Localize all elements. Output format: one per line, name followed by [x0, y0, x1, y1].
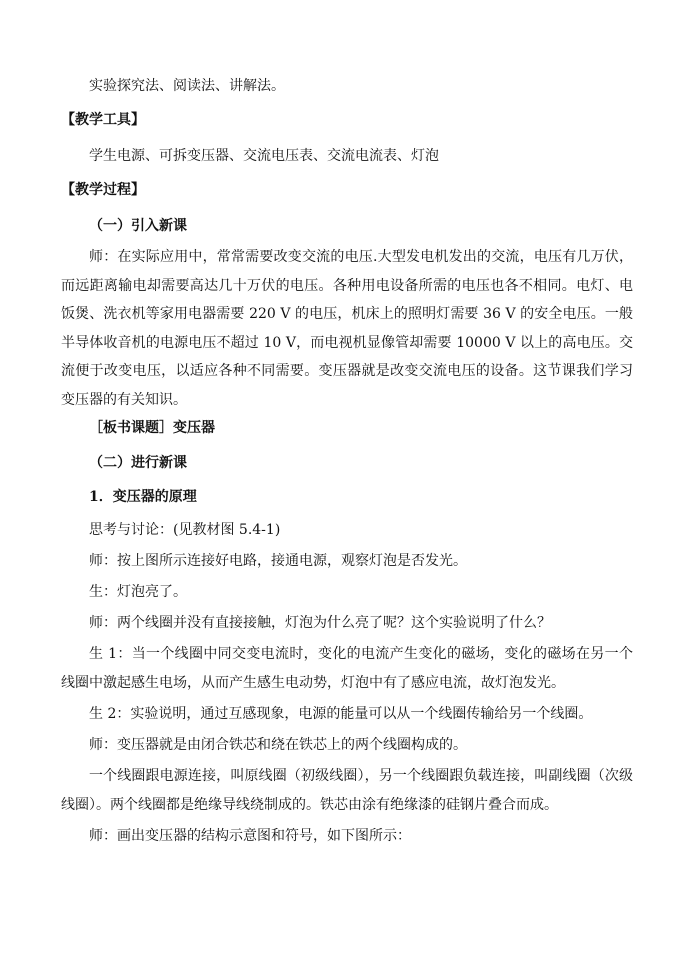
teacher-line-2: 师：两个线圈并没有直接接触，灯泡为什么亮了呢？这个实验说明了什么？	[89, 615, 551, 631]
tools-list: 学生电源、可拆变压器、交流电压表、交流电流表、灯泡	[89, 148, 439, 164]
board-title: ［板书课题］变压器	[89, 420, 215, 436]
process-heading: 【教学过程】	[61, 182, 145, 198]
discussion-prompt: 思考与讨论：(见教材图 5.4-1)	[89, 522, 281, 538]
teaching-methods: 实验探究法、阅读法、讲解法。	[89, 78, 285, 94]
teacher-line-4: 师：画出变压器的结构示意图和符号，如下图所示：	[89, 828, 411, 844]
section-new-lesson-heading: （二）进行新课	[89, 455, 187, 471]
coil-paragraph: 一个线圈跟电源连接，叫原线圈（初级线圈），另一个线圈跟负载连接，叫副线圈（次级线圈）。两个线圈都是绝缘导线绕制成的。铁芯由涂有绝缘漆的硅钢片叠合而成。	[61, 768, 633, 813]
student-line-1: 生：灯泡亮了。	[89, 584, 187, 600]
teacher-line-3: 师：变压器就是由闭合铁芯和绕在铁芯上的两个线圈构成的。	[89, 737, 467, 753]
student-1-answer: 生 1：当一个线圈中同交变电流时，变化的电流产生变化的磁场，变化的磁场在另一个线圈中激起感生电场，从而产生感生电动势，灯泡中有了感应电流，故灯泡发光。	[61, 646, 633, 691]
section-intro-heading: （一）引入新课	[89, 218, 187, 234]
intro-paragraph: 师：在实际应用中，常常需要改变交流的电压.大型发电机发出的交流，电压有几万伏，而远距离输电却需要高达几十万伏的电压。各种用电设备所需的电压也各不相同。电灯、电饭煲、洗衣机等家用电器需要 220 V 的电压，机床上的照明灯需要 36 V 的安全电压。一般半导体收音机的电源电压不超过 10 V，而电视机显像管却需要 10000 V 以上的高电压。交流便于改变电压，以适应各种不同需要。变压器就是改变交流电压的设备。这节课我们学习变压器的有关知识。	[61, 249, 633, 408]
teacher-line-1: 师：按上图所示连接好电路，接通电源，观察灯泡是否发光。	[89, 553, 467, 569]
tools-heading: 【教学工具】	[61, 112, 145, 128]
student-2-answer: 生 2：实验说明，通过互感现象，电源的能量可以从一个线圈传输给另一个线圈。	[89, 706, 593, 722]
subsection-principle-heading: 1．变压器的原理	[89, 489, 197, 505]
